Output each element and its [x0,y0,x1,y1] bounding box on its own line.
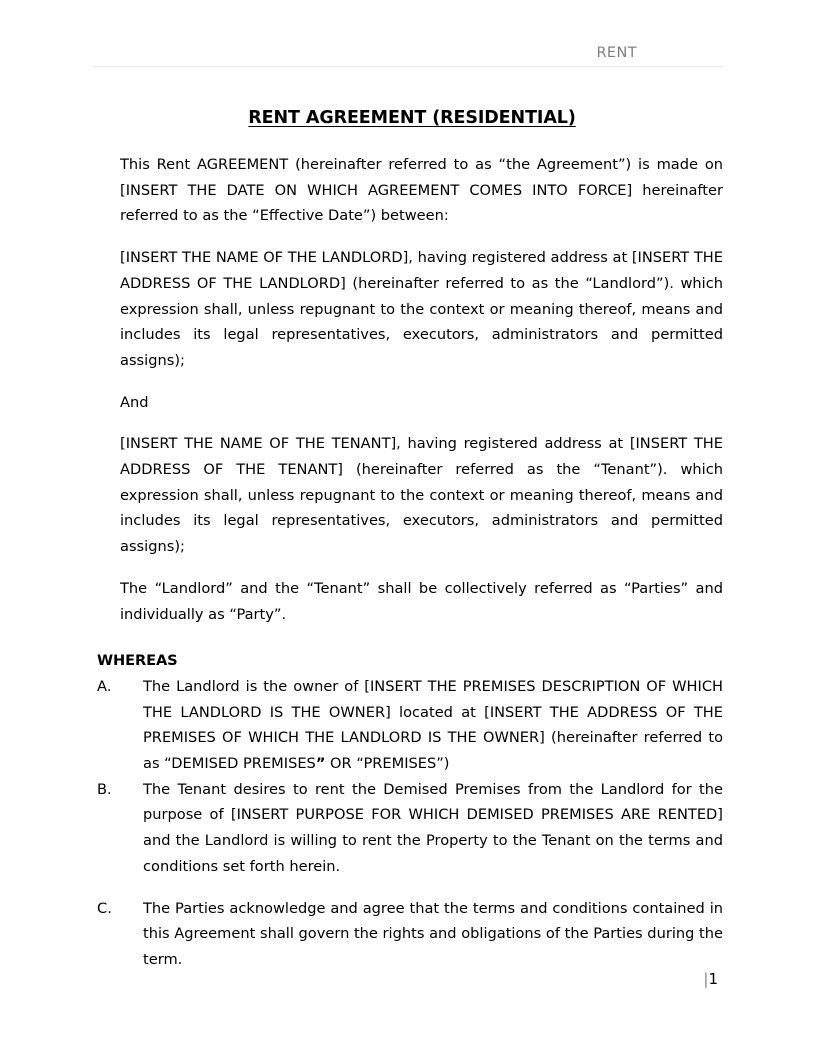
paragraph-agreement-intro: This Rent AGREEMENT (hereinafter referred to as “the Agreement”) is made on [INSERT THE DATE ON WHICH AGREEMENT COMES INTO FORCE] hereinafter referred to as the “Effective Date”) between: [120,156,723,225]
paragraph-tenant-details: [INSERT THE NAME OF THE TENANT], having registered address at [INSERT THE ADDRESS OF THE TENANT] (hereinafter referred as the “Tenant”). which expression shall, unless repugnant to the context or meaning thereof, means and includes its legal representatives, executors, administrators and permitted assigns); [120,435,723,556]
header-divider [93,66,723,67]
clause-b-text: The Tenant desires to rent the Demised Premises from the Landlord for the purpose of [INSERT PURPOSE FOR WHICH DEMISED PREMISES ARE RENTED] and the Landlord is willing to rent the Property to the Tenant on the terms and conditions set forth herein. [143,780,723,875]
page-footer [93,968,723,990]
document-title [97,105,723,131]
clause-c-marker: C. [97,899,112,917]
page-header [93,44,723,67]
whereas-heading: WHEREAS [97,652,178,670]
clause-a-text-part2: OR “PREMISES”) [325,755,450,773]
footer-page-number: 1 [708,970,718,988]
clause-a-text-part1: The Landlord is the owner of [INSERT THE PREMISES DESCRIPTION OF WHICH THE LANDLORD IS THE OWNER] located at [INSERT THE ADDRESS OF THE PREMISES OF WHICH THE LANDLORD IS THE OWNER] (hereinafter referred to as “DEMISED PREMISES [143,677,723,773]
paragraph-parties-definition: The “Landlord” and the “Tenant” shall be collectively referred as “Parties” and individually as “Party”. [120,579,723,623]
paragraph-landlord-details: [INSERT THE NAME OF THE LANDLORD], having registered address at [INSERT THE ADDRESS OF THE LANDLORD] (hereinafter referred to as the “Landlord”). which expression shall, unless repugnant to the context or meaning thereof, means and includes its legal representatives, executors, administrators and permitted assigns); [120,249,723,369]
footer-separator: | [703,970,709,988]
document-title-text: RENT AGREEMENT (RESIDENTIAL) [248,108,576,128]
clause-c [97,896,723,973]
clause-b [97,777,723,880]
clause-a [97,674,723,777]
document-body [97,105,723,973]
clause-b-marker: B. [97,780,112,798]
paragraph-and-connector: And [120,393,149,411]
clause-a-marker: A. [97,677,112,695]
clause-a-bold-quote: ” [315,755,326,773]
clause-c-text: The Parties acknowledge and agree that the terms and conditions contained in this Agreement shall govern the rights and obligations of the Parties during the term. [143,899,723,968]
header-running-title: RENT [596,45,637,61]
